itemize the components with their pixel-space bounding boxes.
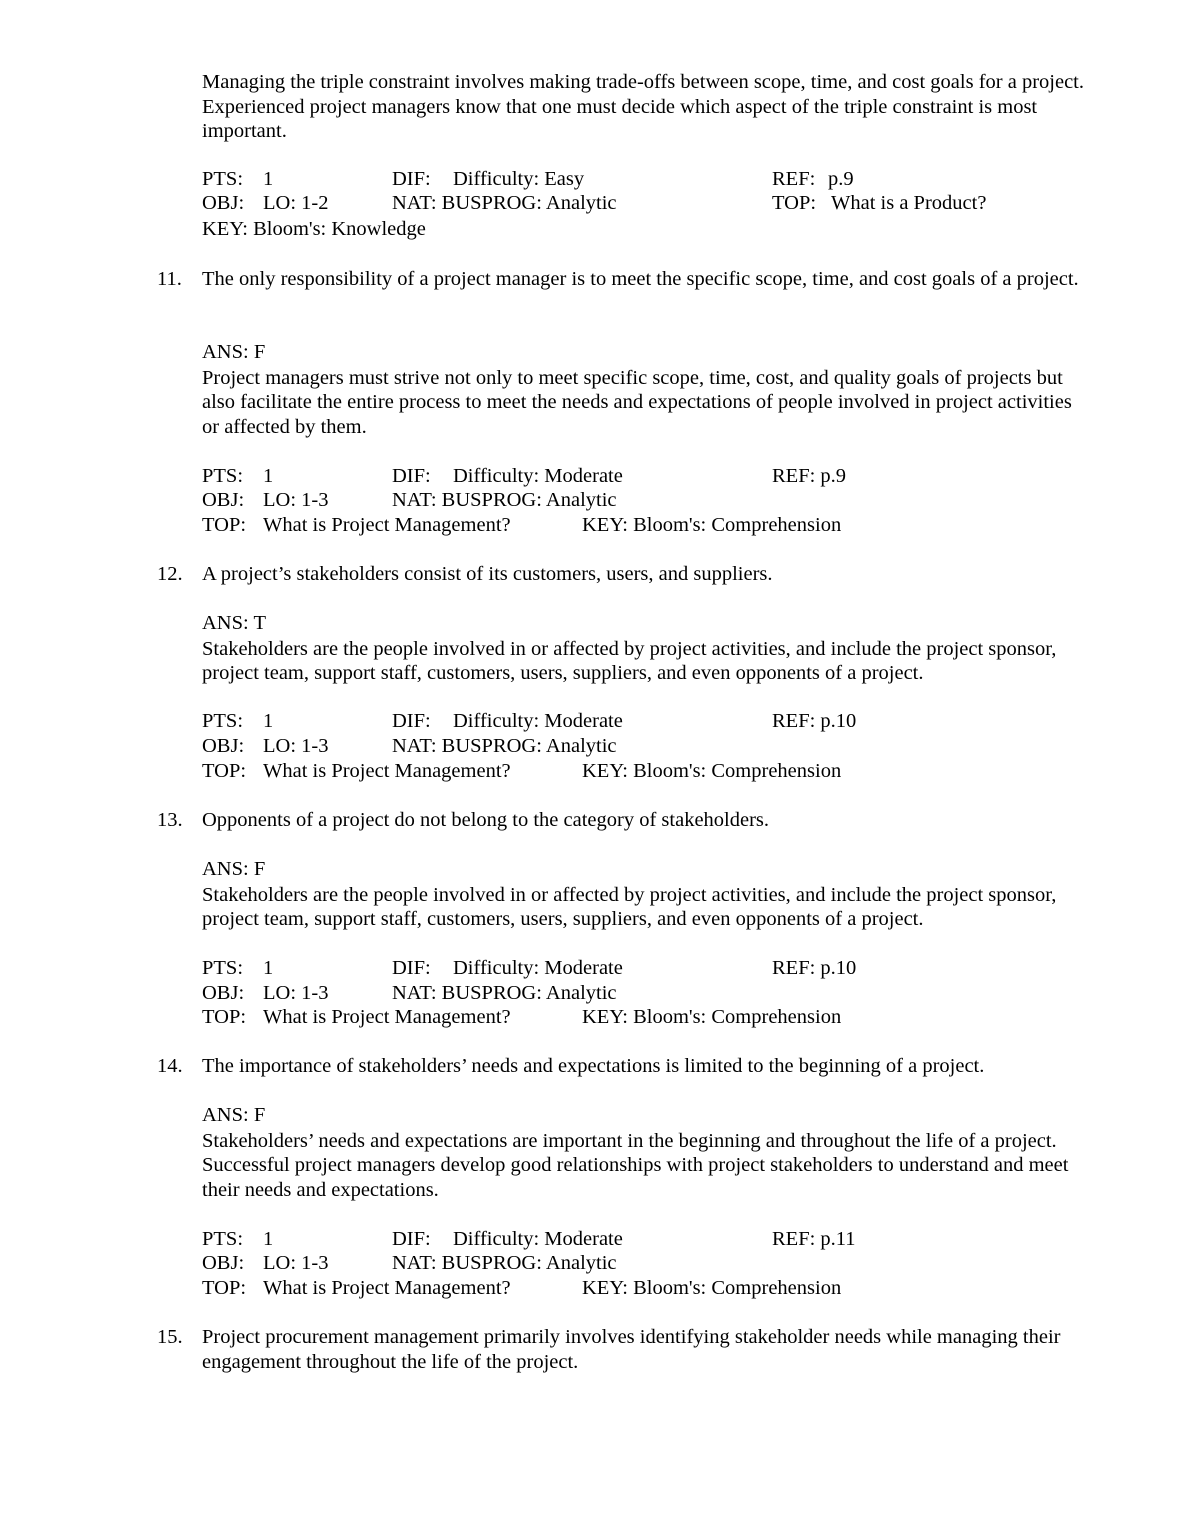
dif-value: Difficulty: Moderate <box>453 957 623 979</box>
meta-13 <box>202 956 1092 1031</box>
dif-label: DIF: <box>392 1228 431 1250</box>
question-text: The importance of stakeholders’ needs and expectations is limited to the beginning of a project. <box>202 1055 985 1077</box>
top-label: TOP: <box>202 760 247 782</box>
obj-label: OBJ: <box>202 489 245 511</box>
meta-11 <box>202 464 1092 539</box>
obj-label: OBJ: <box>202 735 245 757</box>
rationale-text: Managing the triple constraint involves making trade-offs between scope, time, and cost goals for a project. Experienced project managers know that one must decide which aspect of the triple constraint is most important. <box>202 71 1085 142</box>
ref-text: REF: p.10 <box>772 957 857 979</box>
ref-label: REF: <box>772 168 816 190</box>
pts-label: PTS: <box>202 957 244 979</box>
key-text: KEY: Bloom's: Knowledge <box>202 218 426 240</box>
top-value: What is Project Management? <box>263 1006 511 1028</box>
nat-text: NAT: BUSPROG: Analytic <box>392 735 617 757</box>
question-13 <box>202 808 1092 833</box>
rationale-text: Project managers must strive not only to meet specific scope, time, cost, and quality goals of projects but also facilitate the entire process to meet the needs and expectations of people involved in project activities or affected by them. <box>202 366 1072 438</box>
top-label: TOP: <box>202 1006 247 1028</box>
dif-label: DIF: <box>392 710 431 732</box>
top-label: TOP: <box>202 514 247 536</box>
pts-label: PTS: <box>202 1228 244 1250</box>
meta-14 <box>202 1227 1092 1302</box>
intro-meta <box>202 167 1092 242</box>
rationale-text: Stakeholders are the people involved in or affected by project activities, and include the project sponsor, project team, support staff, customers, users, suppliers, and even opponents of a project. <box>202 637 1057 684</box>
question-number: 11. <box>157 268 182 290</box>
question-15 <box>202 1325 1092 1374</box>
answer-text: ANS: T <box>202 612 266 634</box>
question-number: 12. <box>157 563 183 585</box>
obj-label: OBJ: <box>202 1252 245 1274</box>
ref-text: REF: p.9 <box>772 465 847 487</box>
dif-value: Difficulty: Moderate <box>453 710 623 732</box>
question-text: A project’s stakeholders consist of its customers, users, and suppliers. <box>202 563 773 585</box>
obj-value: LO: 1-3 <box>263 735 329 757</box>
nat-text: NAT: BUSPROG: Analytic <box>392 1252 617 1274</box>
answer-13 <box>202 857 1092 932</box>
ref-text: REF: p.10 <box>772 710 857 732</box>
obj-value: LO: 1-3 <box>263 1252 329 1274</box>
dif-value: Difficulty: Moderate <box>453 1228 623 1250</box>
nat-text: NAT: BUSPROG: Analytic <box>392 489 617 511</box>
dif-label: DIF: <box>392 168 431 190</box>
top-label: TOP: <box>202 1277 247 1299</box>
question-12 <box>202 562 1092 587</box>
nat-text: NAT: BUSPROG: Analytic <box>392 192 617 214</box>
pts-value: 1 <box>263 168 274 190</box>
answer-text: ANS: F <box>202 1104 266 1126</box>
top-value: What is Project Management? <box>263 514 511 536</box>
dif-label: DIF: <box>392 957 431 979</box>
obj-value: LO: 1-2 <box>263 192 329 214</box>
pts-label: PTS: <box>202 168 244 190</box>
obj-value: LO: 1-3 <box>263 489 329 511</box>
question-number: 13. <box>157 809 183 831</box>
pts-label: PTS: <box>202 710 244 732</box>
key-text: KEY: Bloom's: Comprehension <box>582 514 842 536</box>
pts-value: 1 <box>263 710 274 732</box>
pts-label: PTS: <box>202 465 244 487</box>
answer-12 <box>202 611 1092 686</box>
question-text: Opponents of a project do not belong to the category of stakeholders. <box>202 809 770 831</box>
pts-value: 1 <box>263 1228 274 1250</box>
pts-value: 1 <box>263 957 274 979</box>
nat-text: NAT: BUSPROG: Analytic <box>392 982 617 1004</box>
answer-text: ANS: F <box>202 341 266 363</box>
key-text: KEY: Bloom's: Comprehension <box>582 760 842 782</box>
answer-text: ANS: F <box>202 858 266 880</box>
top-value: What is Project Management? <box>263 760 511 782</box>
obj-value: LO: 1-3 <box>263 982 329 1004</box>
question-14 <box>202 1054 1092 1079</box>
obj-label: OBJ: <box>202 982 245 1004</box>
dif-label: DIF: <box>392 465 431 487</box>
top-label: TOP: <box>772 192 817 214</box>
key-text: KEY: Bloom's: Comprehension <box>582 1277 842 1299</box>
top-value: What is Project Management? <box>263 1277 511 1299</box>
pts-value: 1 <box>263 465 274 487</box>
question-text: The only responsibility of a project manager is to meet the specific scope, time, and cost goals of a project. <box>202 268 1079 290</box>
answer-11 <box>202 340 1092 439</box>
dif-value: Difficulty: Easy <box>453 168 585 190</box>
dif-value: Difficulty: Moderate <box>453 465 623 487</box>
question-11 <box>202 267 1092 292</box>
key-text: KEY: Bloom's: Comprehension <box>582 1006 842 1028</box>
answer-14 <box>202 1103 1092 1202</box>
question-text: Project procurement management primarily involves identifying stakeholder needs while managing their engagement throughout the life of the project. <box>202 1326 1061 1373</box>
rationale-text: Stakeholders are the people involved in or affected by project activities, and include the project sponsor, project team, support staff, customers, users, suppliers, and even opponents of a project. <box>202 883 1057 930</box>
question-number: 14. <box>157 1055 183 1077</box>
intro-rationale <box>202 70 1092 144</box>
ref-value: p.9 <box>828 168 854 190</box>
ref-text: REF: p.11 <box>772 1228 856 1250</box>
top-value: What is a Product? <box>831 192 987 214</box>
meta-12 <box>202 709 1092 784</box>
question-number: 15. <box>157 1326 183 1348</box>
rationale-text: Stakeholders’ needs and expectations are important in the beginning and throughout the life of a project. Successful project managers develop good relationships with project stakeholders to understand and meet their needs and expectations. <box>202 1129 1069 1201</box>
obj-label: OBJ: <box>202 192 245 214</box>
